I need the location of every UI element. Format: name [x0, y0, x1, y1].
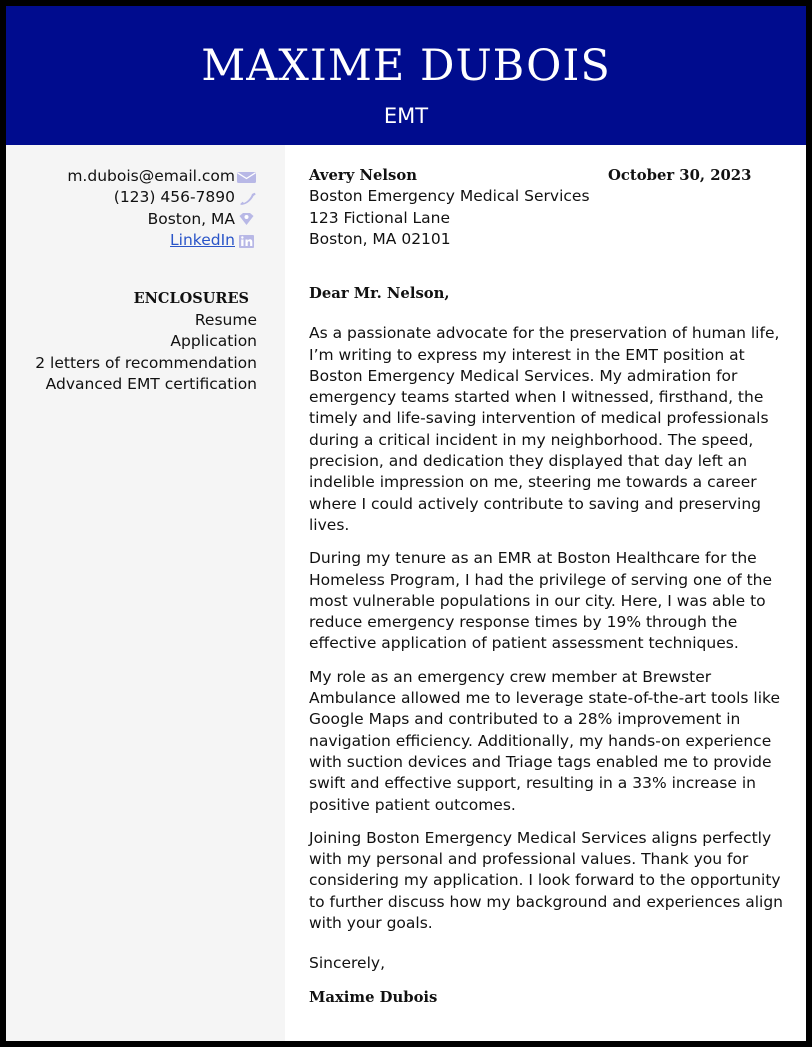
body-paragraph: Joining Boston Emergency Medical Services aligns perfectly with my personal and professional values. Thank you for considering my application. I look forward to the opportunity to further discuss how my background and experiences align with your goals.	[309, 828, 784, 933]
contact-email[interactable]: m.dubois@email.com	[67, 167, 235, 185]
contact-info	[67, 166, 257, 251]
closing: Sincerely,	[309, 954, 386, 973]
enclosure-item: Application	[170, 332, 257, 351]
cover-letter-page	[6, 6, 806, 1041]
applicant-name: MAXIME DUBOIS	[201, 41, 611, 91]
recipient-block	[309, 165, 789, 251]
enclosure-item: 2 letters of recommendation	[35, 353, 257, 372]
contact-phone: (123) 456-7890	[113, 188, 235, 207]
signature: Maxime Dubois	[309, 988, 438, 1006]
body-paragraph: During my tenure as an EMR at Boston Healthcare for the Homeless Program, I had the privilege of serving one of the most vulnerable populations in our city. Here, I was able to reduce emergency response times by 19% through the effective application of patient assessment techniques.	[309, 549, 773, 653]
enclosure-item: Resume	[194, 311, 257, 329]
recipient-organization: Boston Emergency Medical Services	[309, 187, 590, 206]
enclosures-heading: ENCLOSURES	[133, 290, 249, 307]
salutation: Dear Mr. Nelson,	[309, 285, 450, 302]
recipient-city: Boston, MA 02101	[309, 229, 451, 248]
letter-body	[309, 165, 789, 1008]
contact-phone-row	[67, 187, 257, 208]
sidebar	[6, 145, 285, 1041]
recipient-street: 123 Fictional Lane	[309, 208, 451, 227]
contact-location-row	[67, 209, 257, 230]
contact-email-row	[67, 166, 257, 187]
enclosure-item: Advanced EMT certification	[45, 374, 257, 393]
envelope-icon	[236, 170, 257, 184]
body-paragraph: As a passionate advocate for the preservation of human life, I’m writing to express my interest in the EMT position at Boston Emergency Medical Services. My admiration for emergency teams started when I witnessed, firsthand, the timely and life-saving intervention of medical professionals during a critical incident in my neighborhood. The speed, precision, and dedication they displayed that day left an indelible impression on me, steering me towards a career where I could actively contribute to saving and preserving lives.	[309, 324, 780, 534]
header-banner	[6, 6, 806, 145]
location-pin-icon	[236, 212, 257, 226]
linkedin-icon	[236, 234, 257, 248]
contact-linkedin-row	[67, 230, 257, 251]
enclosures-section	[35, 288, 257, 395]
letter-date: October 30, 2023	[608, 167, 752, 184]
applicant-title: EMT	[383, 104, 429, 128]
linkedin-link[interactable]: LinkedIn	[170, 230, 235, 249]
contact-location: Boston, MA	[147, 209, 235, 228]
recipient-name: Avery Nelson	[309, 167, 417, 184]
body-paragraph: My role as an emergency crew member at Brewster Ambulance allowed me to leverage state-of-the-art tools like Google Maps and contributed to a 28% improvement in navigation efficiency. Additionally, my hands-on experience with suction devices and Triage tags enabled me to provide swift and effective support, resulting in a 33% increase in positive patient outcomes.	[309, 667, 780, 814]
phone-icon	[236, 191, 257, 205]
